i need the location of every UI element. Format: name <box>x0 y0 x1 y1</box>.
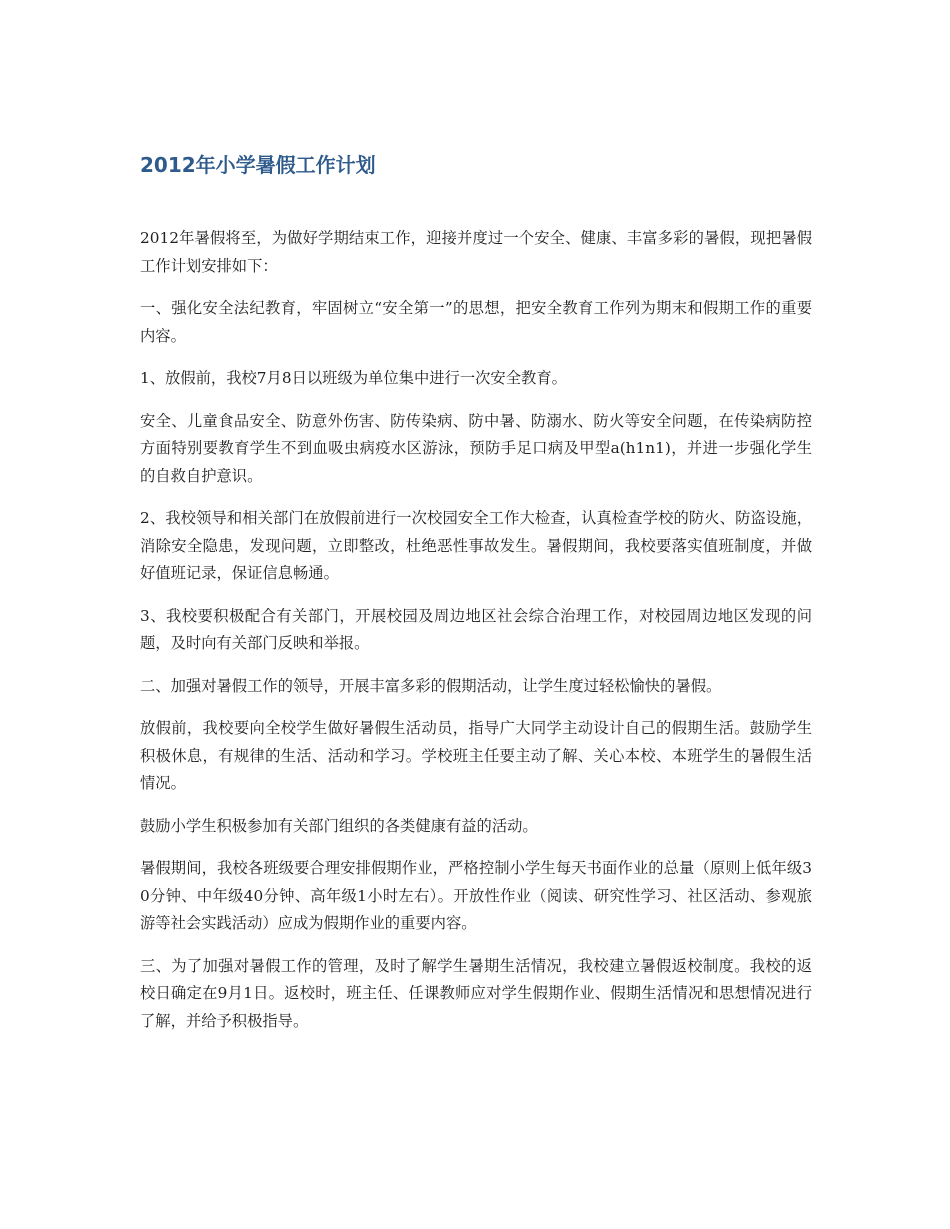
paragraph-item-1: 1、放假前，我校7月8日以班级为单位集中进行一次安全教育。 <box>140 369 567 387</box>
paragraph-item-3: 3、我校要积极配合有关部门，开展校园及周边地区社会综合治理工作，对校园周边地区发现的问题，及时向有关部门反映和举报。 <box>140 606 812 652</box>
document-title: 2012年小学暑假工作计划 <box>140 153 376 177</box>
paragraph-section-1-heading: 一、强化安全法纪教育，牢固树立“安全第一”的思想，把安全教育工作列为期末和假期工作的重要内容。 <box>140 299 812 345</box>
paragraph-item-2: 2、我校领导和相关部门在放假前进行一次校园安全工作大检查，认真检查学校的防火、防盗设施，消除安全隐患，发现问题，立即整改，杜绝恶性事故发生。暑假期间，我校要落实值班制度，并做好值班记录，保证信息畅通。 <box>140 509 812 582</box>
paragraph-intro: 2012年暑假将至，为做好学期结束工作，迎接并度过一个安全、健康、丰富多彩的暑假，现把暑假工作计划安排如下： <box>140 229 812 275</box>
paragraph-section-3: 三、为了加强对暑假工作的管理，及时了解学生暑期生活情况，我校建立暑假返校制度。我校的返校日确定在9月1日。返校时，班主任、任课教师应对学生假期作业、假期生活情况和思想情况进行了解，并给予积极指导。 <box>140 956 812 1030</box>
paragraph-safety-topics: 安全、儿童食品安全、防意外伤害、防传染病、防中暑、防溺水、防火等安全问题，在传染病防控方面特别要教育学生不到血吸虫病疫水区游泳，预防手足口病及甲型a(h1n1)，并进一步强化学生的自救自护意识。 <box>140 411 812 485</box>
paragraph-pre-holiday: 放假前，我校要向全校学生做好暑假生活动员，指导广大同学主动设计自己的假期生活。鼓励学生积极休息，有规律的生活、活动和学习。学校班主任要主动了解、关心本校、本班学生的暑假生活情况。 <box>140 719 812 792</box>
paragraph-section-2-heading: 二、加强对暑假工作的领导，开展丰富多彩的假期活动，让学生度过轻松愉快的暑假。 <box>140 676 722 695</box>
paragraph-activities: 鼓励小学生积极参加有关部门组织的各类健康有益的活动。 <box>140 816 538 835</box>
paragraph-homework: 暑假期间，我校各班级要合理安排假期作业，严格控制小学生每天书面作业的总量（原则上低年级30分钟、中年级40分钟、高年级1小时左右）。开放性作业（阅读、研究性学习、社区活动、参观旅游等社会实践活动）应成为假期作业的重要内容。 <box>140 859 812 932</box>
document-body <box>140 148 812 1050</box>
